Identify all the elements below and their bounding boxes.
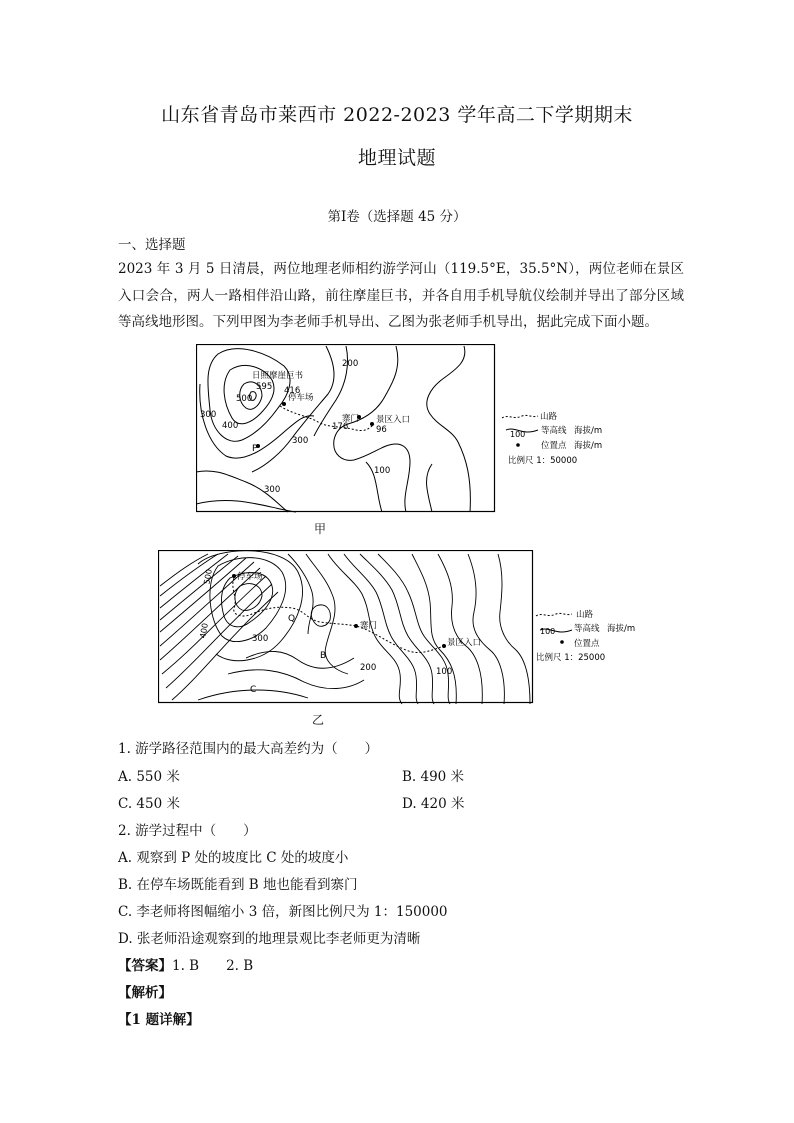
yi-label-gate: 寨门 — [360, 621, 378, 631]
yi-legend-contour-value: 100 — [540, 627, 556, 636]
q1-option-c: C. 450 米 — [118, 796, 180, 812]
yi-label-b: B — [320, 651, 327, 661]
jia-label-500: 500 — [236, 394, 253, 404]
jia-label-300b: 300 — [292, 436, 309, 446]
document-subtitle: 地理试题 — [357, 147, 436, 169]
jia-label-300c: 300 — [264, 485, 281, 495]
analysis-label: 【解析】 — [118, 985, 172, 1001]
q2-option-a: A. 观察到 P 处的坡度比 C 处的坡度小 — [118, 850, 349, 866]
yi-label-100: 100 — [436, 667, 453, 677]
jia-legend-contour-unit: 海拔/m — [574, 426, 603, 436]
yi-label-parking: 停车场 — [237, 572, 263, 582]
q1-option-a: A. 550 米 — [118, 769, 180, 785]
yi-label-400: 400 — [198, 622, 210, 639]
jia-label-entrance: 景区入口 — [376, 415, 411, 425]
yi-label-c: C — [250, 685, 257, 695]
jia-label-peak: 595 — [256, 382, 273, 392]
document-title: 山东省青岛市莱西市 2022-2023 学年高二下学期期末 — [161, 104, 633, 126]
yi-label-300: 300 — [252, 634, 269, 644]
jia-label-416: 416 — [284, 386, 301, 396]
yi-legend-scale: 比例尺 1：25000 — [536, 653, 606, 663]
yi-label-q: Q — [288, 614, 296, 624]
q1-option-d: D. 420 米 — [402, 796, 465, 812]
jia-label-400: 400 — [222, 421, 239, 431]
yi-legend-road: 山路 — [576, 610, 594, 620]
jia-label-parking: 停车场 — [288, 393, 314, 403]
part-label: 一、选择题 — [118, 237, 186, 253]
answer-text: 1. B 2. B — [172, 958, 254, 974]
jia-label-p: P — [252, 444, 258, 454]
yi-legend-contour: 等高线 — [574, 624, 600, 634]
yi-legend-contour-unit: 海拔/m — [607, 624, 636, 634]
yi-label-entrance: 景区入口 — [447, 638, 482, 648]
jia-label-300a: 300 — [200, 410, 217, 420]
jia-label-100: 100 — [374, 466, 391, 476]
q2-option-c: C. 李老师将图幅缩小 3 倍，新图比例尺为 1：150000 — [118, 904, 448, 920]
jia-label-200: 200 — [342, 359, 359, 369]
yi-legend-point: 位置点 — [574, 639, 600, 649]
map-yi — [158, 550, 648, 708]
jia-legend-point-unit: 海拔/m — [574, 441, 603, 451]
answer-line — [118, 954, 253, 974]
intro-paragraph: 2023 年 3 月 5 日清晨，两位地理老师相约游学河山（119.5°E，35.5°N），两位老师在景区入口会合，两人一路相伴沿山路，前往摩崖巨书，并各自用手机导航仪绘制并导出了部分区域等高线地形图。下列甲图为李老师手机导出、乙图为张老师手机导出，据此完成下面小题。 — [118, 261, 684, 330]
jia-legend-contour: 等高线 — [541, 426, 567, 436]
section-header: 第Ⅰ卷（选择题 45 分） — [327, 209, 467, 225]
jia-label-176: 176 — [332, 422, 349, 432]
map-jia-caption: 甲 — [314, 522, 327, 536]
jia-legend-point: 位置点 — [541, 441, 567, 451]
jia-legend-road: 山路 — [540, 412, 558, 422]
map-yi-caption: 乙 — [312, 713, 325, 727]
yi-label-500: 500 — [202, 568, 214, 585]
q2-option-d: D. 张老师沿途观察到的地理景观比李老师更为清晰 — [118, 931, 421, 947]
q1-stem: 1. 游学路径范围内的最大高差约为（ ） — [118, 741, 379, 757]
jia-legend-contour-value: 100 — [510, 430, 526, 439]
q2-stem: 2. 游学过程中（ ） — [118, 823, 257, 839]
q1-option-b: B. 490 米 — [402, 769, 465, 785]
jia-label-moya: 日照摩崖巨书 — [252, 371, 304, 381]
jia-legend-scale: 比例尺 1：50000 — [508, 456, 578, 466]
q2-option-b: B. 在停车场既能看到 B 地也能看到寨门 — [118, 877, 358, 893]
jia-label-gate: 寨门 — [342, 414, 360, 424]
yi-label-200: 200 — [360, 663, 377, 673]
detail-label: 【1 题详解】 — [118, 1012, 200, 1028]
answer-label: 【答案】 — [118, 958, 172, 974]
map-jia — [196, 344, 616, 516]
jia-label-96: 96 — [376, 425, 387, 435]
